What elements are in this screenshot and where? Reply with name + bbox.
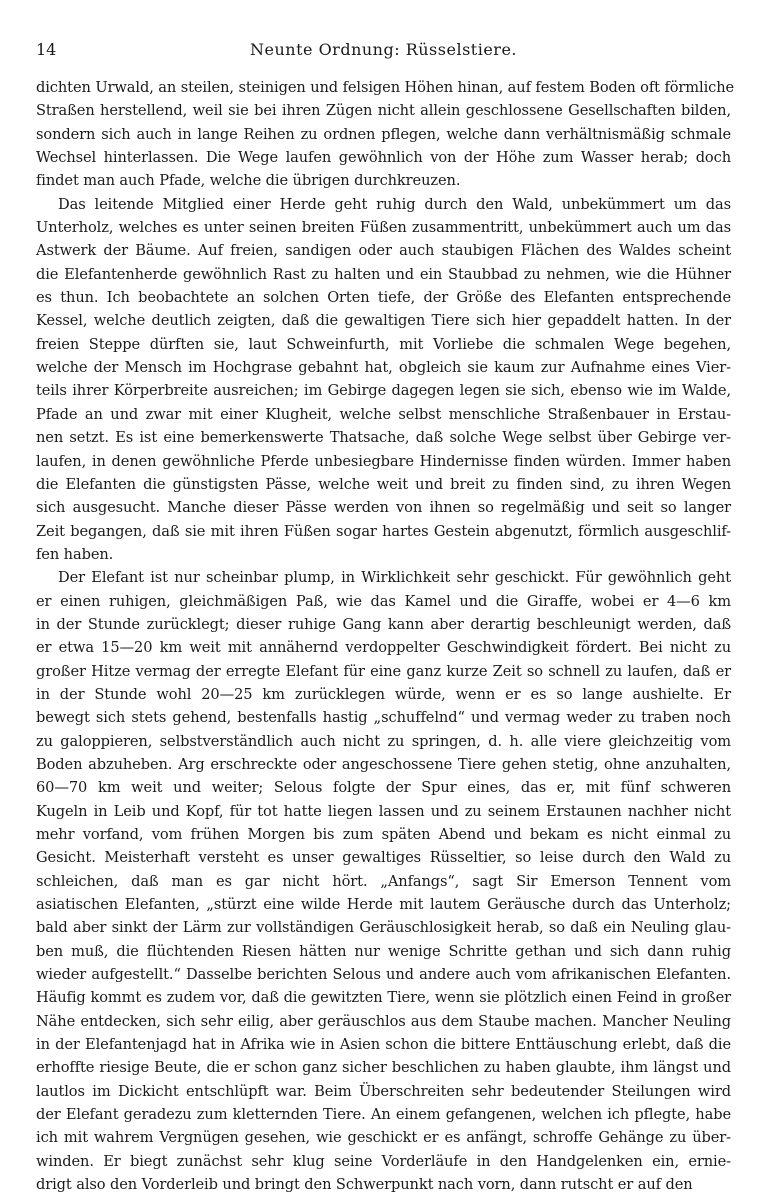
- page-number: 14: [36, 40, 57, 59]
- text-line: Kessel, welche deutlich zeigten, daß die gewaltigen Tiere sich hier gepaddelt hatten. In der: [36, 312, 731, 330]
- text-line: zu galoppieren, selbstverständlich auch nicht zu springen, d. h. alle viere gleichzeitig vom: [36, 732, 731, 750]
- text-line: findet man auch Pfade, welche die übrigen durchkreuzen.: [36, 172, 461, 190]
- text-line: laufen, in denen gewöhnliche Pferde unbesiegbare Hindernisse finden würden. Immer haben: [36, 452, 731, 470]
- text-line: es thun. Ich beobachtete an solchen Orten tiefe, der Größe des Elefanten entsprechende: [36, 289, 731, 307]
- body-text: [36, 76, 735, 1197]
- text-line: wieder aufgestellt.“ Dasselbe berichten Selous und andere auch vom afrikanischen Elefanten.: [36, 966, 731, 984]
- text-line: sondern sich auch in lange Reihen zu ordnen pflegen, welche dann verhältnismäßig schmale: [36, 125, 731, 143]
- text-line: Gesicht. Meisterhaft versteht es unser gewaltiges Rüsseltier, so leise durch den Wald zu: [36, 849, 731, 867]
- text-line: schleichen, daß man es gar nicht hört. „Anfangs“, sagt Sir Emerson Tennent vom: [36, 872, 731, 890]
- paragraph: [36, 566, 731, 1196]
- text-line: Häufig kommt es zudem vor, daß die gewitzten Tiere, wenn sie plötzlich einen Feind in großer: [36, 989, 731, 1007]
- text-line: 60—70 km weit und weiter; Selous folgte der Spur eines, das er, mit fünf schweren: [36, 779, 731, 797]
- text-line: Unterholz, welches es unter seinen breiten Füßen zusammentritt, unbekümmert auch um das: [36, 219, 731, 237]
- text-line: mehr vorfand, vom frühen Morgen bis zum späten Abend und bekam es nicht einmal zu: [36, 826, 731, 843]
- text-line: dichten Urwald, an steilen, steinigen und felsigen Höhen hinan, auf festem Boden oft förmliche: [36, 79, 735, 96]
- text-line: freien Steppe dürften sie, laut Schweinfurth, mit Vorliebe die schmalen Wege begehen,: [36, 335, 731, 353]
- text-line: nen setzt. Es ist eine bemerkenswerte Thatsache, daß solche Wege selbst über Gebirge ver-: [36, 429, 731, 447]
- text-line: asiatischen Elefanten, „stürzt eine wilde Herde mit lautem Geräusche durch das Unterholz;: [36, 896, 731, 914]
- text-line: Straßen herstellend, weil sie bei ihren Zügen nicht allein geschlossene Gesellschaften bilden,: [36, 102, 731, 120]
- text-line: Pfade an und zwar mit einer Klugheit, welche selbst menschliche Straßenbauer in Erstau-: [36, 405, 731, 423]
- text-line: sich ausgesucht. Manche dieser Pässe werden von ihnen so regelmäßig und seit so langer: [36, 499, 731, 517]
- page-header: [36, 40, 731, 70]
- text-line: in der Stunde wohl 20—25 km zurücklegen würde, wenn er es so lange aushielte. Er: [36, 685, 731, 703]
- text-line: er etwa 15—20 km weit mit annähernd verdoppelter Geschwindigkeit fördert. Bei nicht zu: [36, 639, 731, 657]
- paragraph: [36, 76, 735, 193]
- text-line: Zeit begangen, daß sie mit ihren Füßen sogar hartes Gestein abgenutzt, förmlich ausgeschlif-: [36, 522, 731, 540]
- text-line: bewegt sich stets gehend, bestenfalls hastig „schuffelnd“ und vermag weder zu traben noch: [36, 709, 731, 727]
- text-line: Wechsel hinterlassen. Die Wege laufen gewöhnlich von der Höhe zum Wasser herab; doch: [36, 149, 731, 167]
- text-line: drigt also den Vorderleib und bringt den Schwerpunkt nach vorn, dann rutscht er auf den: [36, 1176, 693, 1194]
- text-line: die Elefanten die günstigsten Pässe, welche weit und breit zu finden sind, zu ihren Wegen: [36, 475, 731, 493]
- text-line: in der Elefantenjagd hat in Afrika wie in Asien schon die bittere Enttäuschung erlebt, daß die: [36, 1036, 731, 1054]
- text-line: in der Stunde zurücklegt; dieser ruhige Gang kann aber derartig beschleunigt werden, daß: [36, 615, 731, 633]
- running-title: Neunte Ordnung: Rüsselstiere.: [250, 40, 517, 59]
- text-line: er einen ruhigen, gleichmäßigen Paß, wie das Kamel und die Giraffe, wobei er 4—6 km: [36, 592, 731, 610]
- text-line: welche der Mensch im Hochgrase gebahnt hat, obgleich sie kaum zur Aufnahme eines Vier-: [36, 359, 731, 377]
- text-line: bald aber sinkt der Lärm zur vollständigen Geräuschlosigkeit herab, so daß ein Neuling glau-: [36, 919, 731, 937]
- text-line: teils ihrer Körperbreite ausreichen; im Gebirge dagegen legen sie sich, ebenso wie im Walde,: [36, 382, 731, 400]
- text-line: der Elefant geradezu zum kletternden Tiere. An einem gefangenen, welchen ich pflegte, habe: [36, 1106, 731, 1124]
- text-line: Astwerk der Bäume. Auf freien, sandigen oder auch staubigen Flächen des Waldes scheint: [36, 242, 731, 260]
- text-line: fen haben.: [36, 545, 114, 563]
- text-line: Kugeln in Leib und Kopf, für tot hatte liegen lassen und zu seinem Erstaunen nachher nicht: [36, 802, 731, 820]
- text-line: ich mit wahrem Vergnügen gesehen, wie geschickt er es anfängt, schroffe Gehänge zu über-: [36, 1129, 731, 1147]
- text-line: Das leitende Mitglied einer Herde geht ruhig durch den Wald, unbekümmert um das: [58, 195, 731, 213]
- text-line: Der Elefant ist nur scheinbar plump, in Wirklichkeit sehr geschickt. Für gewöhnlich geht: [58, 569, 731, 587]
- text-line: Nähe entdecken, sich sehr eilig, aber geräuschlos aus dem Staube machen. Mancher Neuling: [36, 1012, 731, 1030]
- text-line: erhoffte riesige Beute, die er schon ganz sicher beschlichen zu haben glaubte, ihm längst und: [36, 1059, 731, 1077]
- text-line: lautlos im Dickicht entschlüpft war. Beim Überschreiten sehr bedeutender Steilungen wird: [36, 1082, 731, 1100]
- text-line: Boden abzuheben. Arg erschreckte oder angeschossene Tiere gehen stetig, ohne anzuhalten,: [36, 755, 731, 773]
- text-line: winden. Er biegt zunächst sehr klug seine Vorderläufe in den Handgelenken ein, ernie-: [36, 1152, 731, 1170]
- text-line: die Elefantenherde gewöhnlich Rast zu halten und ein Staubbad zu nehmen, wie die Hühner: [36, 265, 731, 283]
- text-line: großer Hitze vermag der erregte Elefant für eine ganz kurze Zeit so schnell zu laufen, daß er: [36, 662, 731, 680]
- paragraph: [36, 193, 731, 567]
- text-line: ben muß, die flüchtenden Riesen hätten nur wenige Schritte gethan und sich dann ruhig: [36, 942, 731, 960]
